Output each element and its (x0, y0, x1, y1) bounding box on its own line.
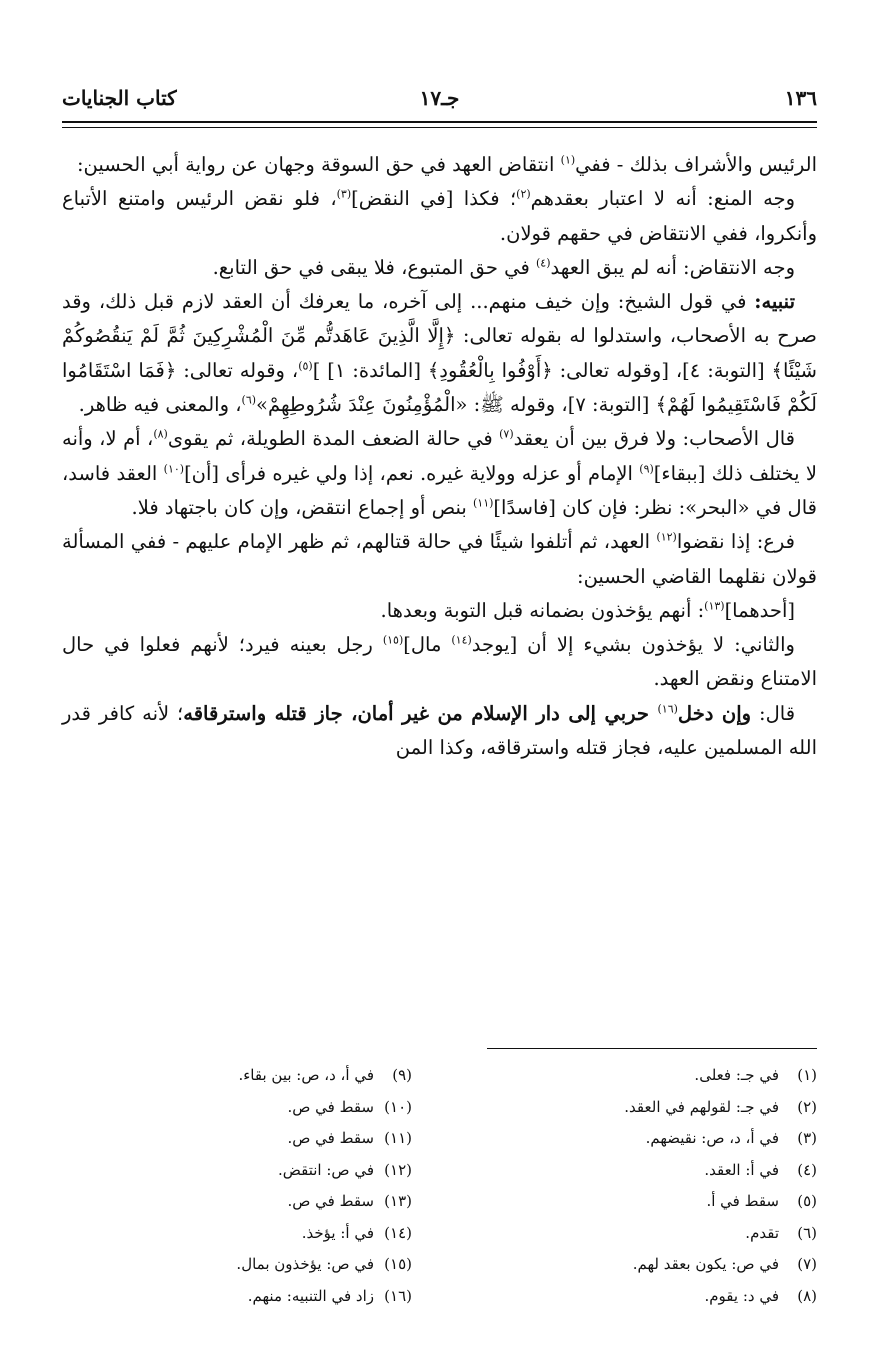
footnote-number: (١٢) (384, 1160, 412, 1179)
footnote-item (82, 1155, 412, 1187)
footnote-text: في أ، د، ص: نقيضهم. (645, 1129, 779, 1147)
footnote-marker: (١٦) (657, 702, 678, 716)
footnote-text: سقط في ص. (287, 1097, 374, 1116)
text-run: والثاني: لا يؤخذون بشيء إلا أن [يوجد (471, 633, 795, 657)
footnote-marker: (٢) (516, 187, 531, 201)
footnote-text: في ص: انتقض. (278, 1160, 374, 1179)
footnote-number: (٣) (797, 1129, 817, 1147)
paragraph-p7 (62, 594, 817, 628)
text-run: الرئيس والأشراف بذلك - ففي (575, 153, 817, 176)
footnote-marker: (٣) (336, 187, 352, 201)
footnote-marker: (٥) (298, 359, 313, 373)
text-run: ، فلو نقض الرئيس وامتنع الأتباع وأنكروا، ففي الانتقاض في حقهم قولان. (62, 187, 817, 245)
footnote-number: (٥) (797, 1192, 817, 1210)
paragraph-p2 (62, 182, 817, 251)
text-run: وجه الانتقاض: أنه لم يبق العهد (550, 255, 795, 279)
footnote-separator (487, 1048, 817, 1049)
footnote-number: (١) (797, 1066, 817, 1084)
text-run: ، والمعنى فيه ظاهر. (78, 393, 242, 417)
text-run: ، أم لا، وأنه لا يختلف ذلك [ببقاء] (62, 427, 817, 485)
header-rule-thin (62, 127, 817, 128)
footnote-number: (١٠) (384, 1097, 412, 1116)
footnote-text: في أ: يؤخذ. (301, 1223, 374, 1242)
footnote-number: (٨) (797, 1286, 817, 1305)
footnote-item (487, 1123, 817, 1155)
text-run: انتقاض العهد في حق السوقة وجهان عن رواية أبي الحسين: (76, 153, 561, 176)
footnote-item (82, 1060, 412, 1092)
footnote-text: في جـ: لقولهم في العقد. (624, 1097, 779, 1116)
footnotes-column-left (82, 1060, 412, 1312)
footnote-marker: (١٢) (656, 530, 677, 544)
text-run: رجل بعينه فيرد؛ لأنهم فعلوا في حال الامتناع ونقض العهد. (62, 633, 817, 691)
footnote-text: سقط في ص. (287, 1129, 374, 1147)
text-run: الإمام أو عزله وولاية غيره. نعم، إذا ولي غيره فرأى [أن] (184, 461, 640, 485)
paragraph-p4 (62, 285, 817, 422)
footnote-text: في أ، د، ص: بين بقاء. (238, 1066, 374, 1084)
text-run: [أحدهما] (724, 598, 795, 622)
footnote-item (487, 1155, 817, 1187)
footnote-marker: (١٥) (382, 633, 404, 647)
text-run: العهد، ثم أتلفوا شيئًا في حالة قتالهم، ثم ظهر الإمام عليهم - ففي المسألة قولان نقلهما القاضي الحسين: (62, 530, 817, 588)
text-run: قال الأصحاب: ولا فرق بين أن يعقد (513, 427, 795, 451)
footnote-item (82, 1186, 412, 1218)
text-run: ، وقوله تعالى: ﴿فَمَا اسْتَقَامُوا لَكُمْ فَاسْتَقِيمُوا لَهُمْ﴾ [التوبة: ٧]، وقوله ﷺ: «الْمُؤْمِنُونَ عِنْدَ شُرُوطِهِمْ» (62, 358, 817, 417)
text-run: في حق المتبوع، فلا يبقى في حق التابع. (212, 255, 536, 279)
footnote-item (487, 1060, 817, 1092)
footnote-number: (٧) (797, 1255, 817, 1273)
bold-text: تنبيه: (754, 290, 795, 314)
footnote-number: (٢) (797, 1097, 817, 1116)
text-run: في قول الشيخ: وإن خيف منهم... إلى آخره، ما يعرفك أن العقد لازم قبل ذلك، وقد صرح به الأصحاب، واستدلوا له بقوله تعالى: ﴿إِلَّا الَّذِينَ عَاهَدتُّم مِّنَ الْمُشْرِكِينَ ثُمَّ لَمْ يَنقُصُوكُمْ شَيْئًا﴾ [التوبة: ٤]، [وقوله تعالى: ﴿أَوْفُوا بِالْعُقُودِ﴾ [المائدة: ١] ] (62, 290, 818, 382)
footnote-text: في د: يقوم. (704, 1286, 779, 1305)
footnote-number: (٩) (392, 1066, 412, 1084)
footnote-number: (١١) (384, 1129, 412, 1147)
footnote-text: سقط في أ. (706, 1192, 779, 1210)
footnote-text: في أ: العقد. (704, 1160, 779, 1179)
volume-label: جـ١٧ (419, 86, 460, 110)
footnote-item (82, 1218, 412, 1250)
footnote-text: زاد في التنبيه: منهم. (247, 1286, 374, 1305)
footnote-marker: (١٤) (451, 633, 472, 647)
footnote-number: (١٦) (384, 1286, 412, 1305)
footnotes-column-right (487, 1060, 817, 1312)
text-run: فرع: إذا نقضوا (676, 530, 795, 554)
footnote-item (82, 1123, 412, 1155)
text-run: العقد فاسد، قال في «البحر»: نظر: فإن كان [فاسدًا] (62, 461, 817, 519)
bold-text: وإن دخل (677, 701, 752, 725)
footnote-item (487, 1249, 817, 1281)
text-run: بنص أو إجماع انتقض، وإن كان باجتهاد فلا. (131, 495, 473, 519)
footnote-number: (١٥) (384, 1255, 412, 1273)
paragraph-p1 (62, 148, 817, 182)
footnote-number: (٦) (797, 1223, 817, 1242)
text-run: مال] (403, 633, 452, 657)
text-run: قال: (751, 701, 796, 725)
footnote-marker: (٤) (535, 256, 551, 270)
paragraph-p8 (62, 628, 817, 697)
footnote-text: في ص: يؤخذون بمال. (236, 1255, 374, 1273)
footnote-item (82, 1092, 412, 1124)
footnote-number: (١٣) (384, 1192, 412, 1210)
footnote-text: في ص: يكون بعقد لهم. (632, 1255, 779, 1273)
book-title: كتاب الجنايات (62, 86, 177, 110)
paragraph-p5 (62, 422, 817, 525)
footnote-marker: (١١) (473, 496, 494, 510)
text-run: وجه المنع: أنه لا اعتبار بعقدهم (530, 187, 795, 211)
footnote-marker: (٩) (639, 462, 654, 476)
footnote-text: تقدم. (745, 1223, 779, 1242)
text-run: ؛ فكذا [في النقض] (351, 187, 517, 211)
main-text (62, 148, 817, 765)
footnote-marker: (١) (560, 153, 576, 167)
running-header (62, 86, 817, 122)
footnote-item (487, 1186, 817, 1218)
footnote-text: سقط في ص. (287, 1192, 374, 1210)
footnote-marker: (٦) (241, 393, 257, 407)
footnote-item (487, 1092, 817, 1124)
footnote-marker: (٧) (499, 427, 514, 441)
text-run: ؛ لأنه كافر قدر الله المسلمين عليه، فجاز قتله واسترقاقه، وكذا المن (62, 701, 817, 760)
header-rule-thick (62, 121, 817, 123)
footnote-item (82, 1281, 412, 1313)
footnote-item (487, 1218, 817, 1250)
footnote-item (487, 1281, 817, 1313)
footnote-item (82, 1249, 412, 1281)
bold-text: حربي إلى دار الإسلام من غير أمان، جاز قتله واسترقاقه (183, 701, 658, 725)
footnote-marker: (١٣) (704, 599, 725, 613)
footnote-number: (١٤) (384, 1223, 412, 1242)
text-run: : أنهم يؤخذون بضمانه قبل التوبة وبعدها. (380, 598, 705, 622)
text-run: في حالة الضعف المدة الطويلة، ثم يقوى (167, 427, 500, 451)
page-number: ١٣٦ (784, 86, 817, 110)
footnote-text: في جـ: فعلى. (694, 1066, 779, 1084)
paragraph-p6 (62, 525, 817, 594)
footnote-marker: (٨) (153, 427, 168, 441)
paragraph-p3 (62, 251, 817, 285)
footnote-number: (٤) (797, 1160, 817, 1179)
footnote-marker: (١٠) (163, 462, 185, 476)
paragraph-p9 (62, 697, 817, 766)
